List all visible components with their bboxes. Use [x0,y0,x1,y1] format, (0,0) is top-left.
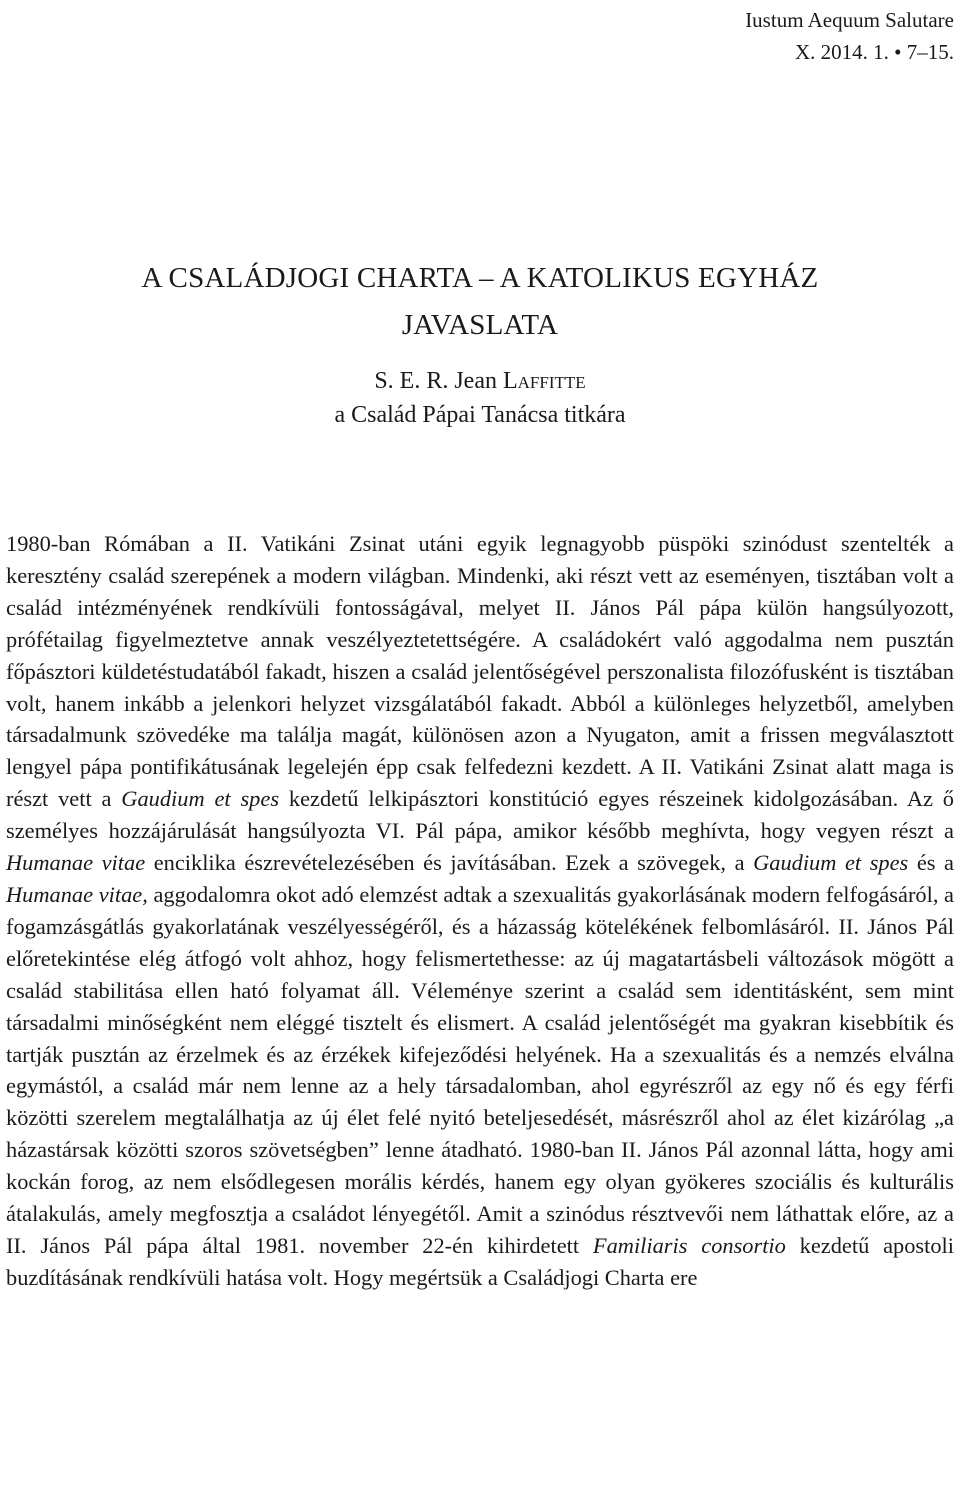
body-text: és a [908,850,954,876]
journal-issue: X. 2014. 1. • 7–15. [794,40,954,64]
body-paragraph [6,528,954,1294]
author-block [0,364,960,432]
body-text: kezdetű lelkipásztori konstitúció egyes részeinek kidolgozásában. Az ő személyes hozzájárulását hangsúlyozta VI. Pál pápa, amikor később meghívta, hogy vegyen részt a [6,786,955,844]
journal-header [745,4,954,68]
italic-title: Humanae vitae [6,850,146,876]
italic-title: Familiaris consortio [592,1232,786,1258]
article-body [6,528,954,1294]
article-title [0,255,960,349]
article-title-line-2: JAVASLATA [401,309,559,341]
italic-title: Gaudium et spes [121,786,280,812]
author-affiliation: a Család Pápai Tanácsa titkára [334,402,626,428]
article-title-line-1: A CSALÁDJOGI CHARTA – A KATOLIKUS EGYHÁZ [141,262,819,294]
italic-title: Gaudium et spes [753,850,909,876]
author-name [0,364,960,398]
body-text: kezdetű apostoli buzdításának rendkívüli hatása volt. Hogy megértsük a Családjogi Charta ere [6,1232,955,1290]
body-text: 1980-ban Rómában a II. Vatikáni Zsinat utáni egyik legnagyobb püspöki szinódust szentelték a keresztény család szerepének a modern világban. Mindenki, aki részt vett az eseményen, tisztában volt a család intézményének rendkívüli fontosságával, melyet II. János Pál pápa külön hangsúlyozott, prófétailag figyelmeztetve annak veszélyeztetettségére. A családokért való aggodalma nem pusztán főpásztori küldetéstudatából fakadt, hiszen a család jelentőségével perszonalista filozófusként is tisztában volt, hanem inkább a jelenkori helyzet vizsgálatából fakadt. Abból a különleges helyzetből, amelyben társadalmunk szövedéke ma találja magát, különösen azon a Nyugaton, amit a frissen megválasztott lengyel pápa pontifikátusának legelején épp csak felfedezni kezdett. A II. Vatikáni Zsinat alatt maga is részt vett a [6,531,954,812]
author-prefix: S. E. R. Jean [374,368,503,394]
body-text: aggodalomra okot adó elemzést adtak a szexualitás gyakorlásának modern felfogásáról, a fogamzásgátlás gyakorlatának veszélyességéről, és a házasság kötelékének felbomlásáról. II. János Pál előretekintése elég átfogó volt ahhoz, hogy felismertethesse: az új magatartásbeli változások mögött a család stabilitása ellen ható folyamat áll. Véleménye szerint a család sem identitásként, sem mint társadalmi minőségként nem eléggé tisztelt és elismert. A család jelentőségét ma gyakran kisebbítik és tartják pusztán az érzelmek és az érzékek kifejeződési helyének. Ha a szexualitás és a nemzés elválna egymástól, a család már nem lenne az a hely társadalomban, ahol egyrészről az egy nő és egy férfi közötti szerelem megtalálhatja az új élet felé nyitó beteljesedését, másrészről ahol az élet kizárólag „a házastársak közötti szoros szövetségben” lenne átadható. 1980-ban II. János Pál azonnal látta, hogy ami kockán forog, az nem elsődlegesen morális kérdés, hanem egy olyan gyökeres szociális és kulturális átalakulás, amely megfosztja a családot lényegétől. Amit a szinódus résztvevői nem láthattak előre, az a II. János Pál pápa által 1981. november 22-én kihirdetett [6,881,954,1258]
author-surname: Laffitte [503,368,586,394]
italic-title: Humanae vitae, [6,881,148,907]
body-text: enciklika észrevételezésében és javításában. Ezek a szövegek, a [145,850,754,876]
journal-name: Iustum Aequum Salutare [745,8,954,32]
